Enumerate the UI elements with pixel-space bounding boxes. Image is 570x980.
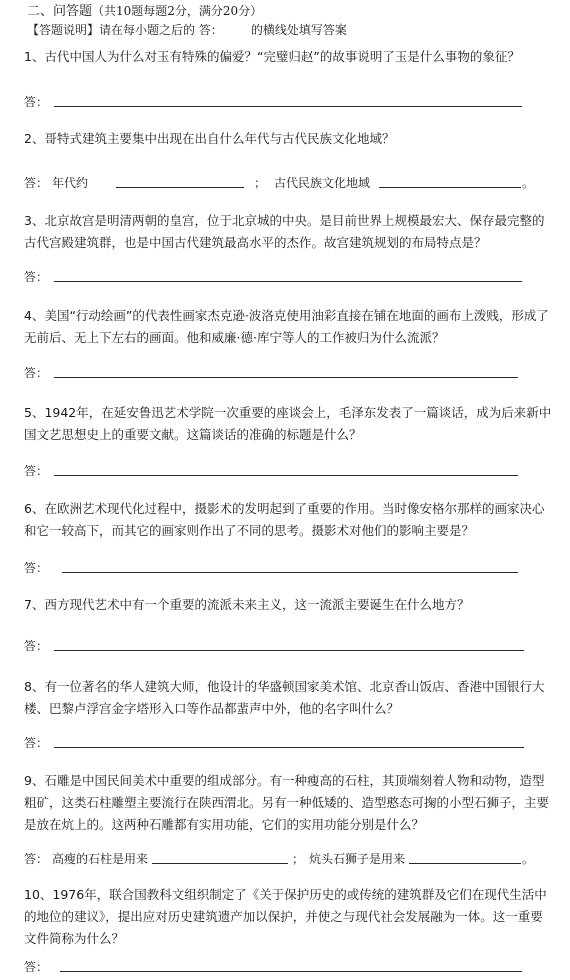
answer-7[interactable] <box>24 635 544 655</box>
answer-5[interactable] <box>24 460 544 480</box>
answer-label: 答： <box>24 736 49 750</box>
answer-label: 答： <box>24 960 49 974</box>
answer-prefix-pillar: 高瘦的石柱是用来 <box>52 852 149 866</box>
answer-label: 答： <box>24 176 49 190</box>
question-5 <box>24 402 554 446</box>
question-text: 9、石雕是中国民间美术中重要的组成部分。有一种瘦高的石柱，其顶端刻着人物和动物，造型粗矿，这类石柱雕塑主要流行在陕西渭北。另有一种低矮的、造型憨态可掬的小型石狮子，主要是放在炕上的。这两种石雕都有实用功能，它们的实用功能分别是什么？ <box>24 773 550 832</box>
answer-label: 答： <box>24 852 49 866</box>
answer-line-lion[interactable] <box>409 863 521 864</box>
question-4 <box>24 305 554 349</box>
question-text: 1、古代中国人为什么对玉有特殊的偏爱？“完璧归赵”的故事说明了玉是什么事物的象征？ <box>24 49 520 64</box>
answer-label: 答： <box>24 464 49 478</box>
question-7 <box>24 594 554 616</box>
section-title: 二、问答题 <box>27 4 93 19</box>
answer-separator: ； <box>254 176 267 190</box>
answer-prefix-era: 年代约 <box>52 176 89 190</box>
question-text: 4、美国“行动绘画”的代表性画家杰克逊·波洛克使用油彩直接在铺在地面的画布上泼贱，形成了无前后、无上下左右的画面。他和威廉·德·库宁等人的工作被归为什么流派？ <box>24 308 549 345</box>
answer-line[interactable] <box>54 747 524 748</box>
section-header <box>27 2 567 39</box>
answer-line[interactable] <box>54 650 524 651</box>
question-6 <box>24 498 554 542</box>
answer-1[interactable] <box>24 91 544 111</box>
answer-9[interactable] <box>24 848 544 868</box>
question-1 <box>24 46 554 68</box>
answer-line[interactable] <box>54 281 522 282</box>
question-text: 6、在欧洲艺术现代化过程中，摄影术的发明起到了重要的作用。当时像安格尔那样的画家决心和它一较高下，而其它的画家则作出了不同的思考。摄影术对他们的影响主要是？ <box>24 501 545 538</box>
instruction-label: 【答题说明】 <box>27 23 100 37</box>
answer-label: 答： <box>24 270 49 284</box>
answer-label: 答： <box>24 639 49 653</box>
question-text: 2、哥特式建筑主要集中出现在出自什么年代与古代民族文化地域？ <box>24 131 395 146</box>
question-8 <box>24 676 554 720</box>
answer-label: 答： <box>24 366 49 380</box>
answer-line-era[interactable] <box>116 187 244 188</box>
answer-6[interactable] <box>24 557 544 577</box>
question-9 <box>24 770 554 836</box>
answer-line-region[interactable] <box>379 187 521 188</box>
instruction-text: 请在每小题之后的 答： <box>99 23 223 37</box>
answer-8[interactable] <box>24 732 544 752</box>
question-text: 5、1942年，在延安鲁迅艺术学院一次重要的座谈会上，毛泽东发表了一篇谈话，成为后来新中国文艺思想史上的重要文献。这篇谈话的准确的标题是什么？ <box>24 405 552 442</box>
question-text: 8、有一位著名的华人建筑大师，他设计的华盛顿国家美术馆、北京香山饭店、香港中国银行大楼、巴黎卢浮宫金字塔形入口等作品都蜚声中外，他的名字叫什么？ <box>24 679 545 716</box>
answer-prefix-lion: 炕头石狮子是用来 <box>309 852 406 866</box>
question-10 <box>24 884 554 950</box>
instruction-tail: 的横线处填写答案 <box>250 23 347 37</box>
question-text: 7、西方现代艺术中有一个重要的流派未来主义，这一流派主要诞生在什么地方？ <box>24 597 470 612</box>
answer-line[interactable] <box>54 106 522 107</box>
answer-line[interactable] <box>54 377 518 378</box>
question-text: 10、1976年，联合国教科文组织制定了《关于保护历史的或传统的建筑群及它们在现代生活中的地位的建议》，提出应对历史建筑遗产加以保护，并使之与现代社会发展融为一体。这一重要文件简称为什么？ <box>24 887 547 946</box>
answer-end: 。 <box>522 852 535 866</box>
question-2 <box>24 128 554 150</box>
answer-label: 答： <box>24 561 49 575</box>
score-note: （共10题每题2分，满分20分） <box>92 4 263 18</box>
section-title-line <box>27 2 567 21</box>
answer-line[interactable] <box>62 572 518 573</box>
answer-separator: ； <box>292 852 305 866</box>
instruction-line <box>27 21 567 39</box>
answer-line[interactable] <box>54 475 518 476</box>
answer-4[interactable] <box>24 362 544 382</box>
question-text: 3、北京故宫是明清两朝的皇宫，位于北京城的中央。是目前世界上规模最宏大、保存最完整的古代宫殿建筑群，也是中国古代建筑最高水平的杰作。故宫建筑规划的布局特点是？ <box>24 213 545 250</box>
answer-prefix-region: 古代民族文化地域 <box>274 176 371 190</box>
answer-3[interactable] <box>24 266 544 286</box>
answer-label: 答： <box>24 95 49 109</box>
answer-2[interactable] <box>24 172 544 192</box>
answer-line-pillar[interactable] <box>152 863 288 864</box>
answer-10[interactable] <box>24 956 544 976</box>
answer-line[interactable] <box>60 971 522 972</box>
answer-end: 。 <box>522 176 535 190</box>
question-3 <box>24 210 554 254</box>
